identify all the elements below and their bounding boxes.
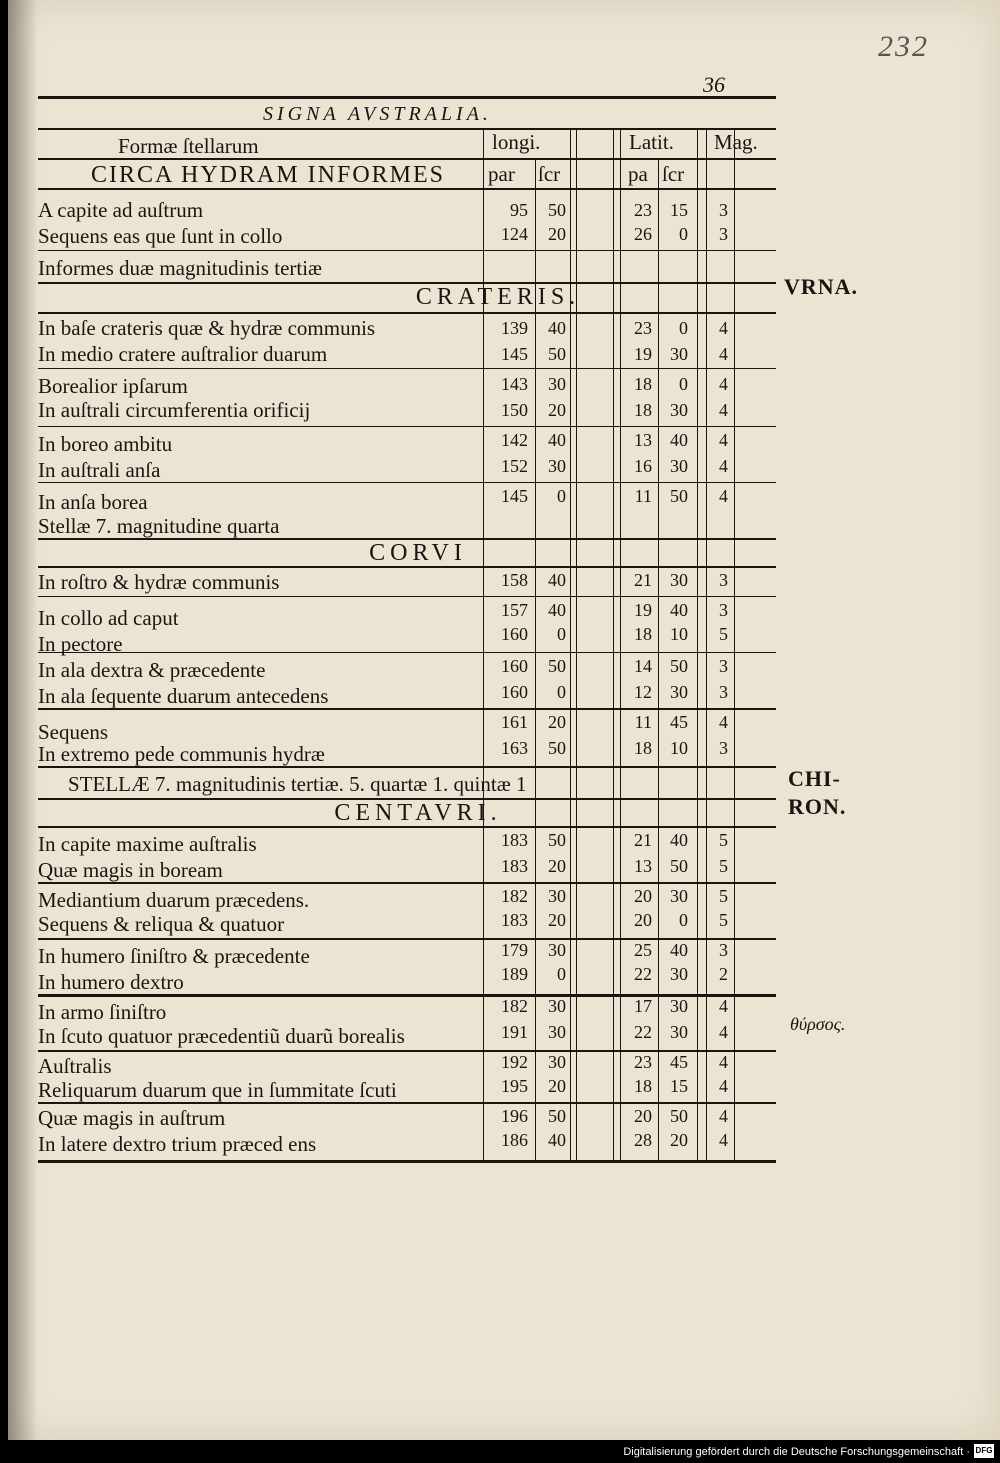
cell-mag: 4 bbox=[719, 712, 728, 732]
cell-lat-scr: 40 bbox=[670, 600, 688, 620]
rule bbox=[38, 826, 776, 828]
row-label: A capite ad auſtrum bbox=[38, 198, 204, 222]
cell-long-par: 145 bbox=[501, 486, 528, 506]
row-label: In baſe crateris quæ & hydræ communis bbox=[38, 316, 376, 340]
cell-long-scr: 20 bbox=[548, 712, 566, 732]
cell-long-par: 189 bbox=[501, 964, 528, 984]
cell-lat-par: 19 bbox=[634, 600, 652, 620]
header-latit: Latit. bbox=[629, 130, 674, 154]
cell-lat-par: 21 bbox=[634, 830, 652, 850]
rule bbox=[38, 1160, 776, 1163]
header-scr: ſcr bbox=[538, 162, 561, 186]
cell-long-scr: 20 bbox=[548, 1076, 566, 1096]
cell-lat-scr: 30 bbox=[670, 456, 688, 476]
cell-mag: 4 bbox=[719, 456, 728, 476]
cell-long-par: 145 bbox=[501, 344, 528, 364]
summary-line: Informes duæ magnitudinis tertiæ bbox=[38, 256, 323, 280]
row-label: Sequens & reliqua & quatuor bbox=[38, 912, 285, 936]
header-longi: longi. bbox=[492, 130, 541, 154]
row-label: In latere dextro trium præced ens bbox=[38, 1132, 317, 1156]
margin-note-chiron-1: CHI- bbox=[788, 766, 841, 791]
rule bbox=[38, 368, 776, 369]
cell-lat-par: 13 bbox=[634, 856, 652, 876]
page-number: 36 bbox=[703, 72, 725, 97]
cell-long-scr: 30 bbox=[548, 886, 566, 906]
section-title-corvus: CORVI bbox=[369, 540, 467, 566]
cell-long-scr: 30 bbox=[548, 940, 566, 960]
margin-note-chiron-2: RON. bbox=[788, 794, 847, 819]
cell-long-scr: 0 bbox=[557, 964, 566, 984]
rule bbox=[38, 188, 776, 190]
cell-lat-scr: 50 bbox=[670, 1106, 688, 1126]
cell-lat-par: 26 bbox=[634, 224, 652, 244]
row-label: Sequens eas que ſunt in collo bbox=[38, 224, 283, 248]
header-par: par bbox=[488, 162, 515, 186]
cell-mag: 5 bbox=[719, 624, 728, 644]
cell-long-scr: 50 bbox=[548, 344, 566, 364]
row-label: In pectore bbox=[38, 632, 123, 656]
cell-long-scr: 20 bbox=[548, 856, 566, 876]
rule bbox=[38, 482, 776, 483]
cell-mag: 5 bbox=[719, 910, 728, 930]
cell-long-scr: 50 bbox=[548, 830, 566, 850]
cell-lat-scr: 50 bbox=[670, 856, 688, 876]
row-label: In ſcuto quatuor præcedentiũ duarũ borealis bbox=[38, 1024, 405, 1048]
cell-lat-scr: 45 bbox=[670, 712, 688, 732]
cell-mag: 4 bbox=[719, 318, 728, 338]
cell-long-par: 182 bbox=[501, 996, 528, 1016]
row-label: In humero dextro bbox=[38, 970, 184, 994]
cell-long-par: 139 bbox=[501, 318, 528, 338]
cell-mag: 4 bbox=[719, 1106, 728, 1126]
cell-long-scr: 40 bbox=[548, 570, 566, 590]
summary-line: STELLÆ 7. magnitudinis tertiæ. 5. quartæ 1. quintæ 1 bbox=[68, 772, 527, 796]
cell-long-par: 160 bbox=[501, 656, 528, 676]
cell-long-scr: 30 bbox=[548, 374, 566, 394]
cell-lat-par: 28 bbox=[634, 1130, 652, 1150]
cell-mag: 3 bbox=[719, 940, 728, 960]
cell-mag: 4 bbox=[719, 1076, 728, 1096]
row-label: In capite maxime auſtralis bbox=[38, 832, 257, 856]
cell-long-scr: 40 bbox=[548, 1130, 566, 1150]
section-title-hydra: CIRCA HYDRAM INFORMES bbox=[90, 162, 446, 188]
header-scr2: ſcr bbox=[662, 162, 685, 186]
cell-lat-par: 13 bbox=[634, 430, 652, 450]
cell-long-scr: 30 bbox=[548, 1022, 566, 1042]
row-label: In collo ad caput bbox=[38, 606, 179, 630]
cell-long-par: 163 bbox=[501, 738, 528, 758]
cell-long-par: 182 bbox=[501, 886, 528, 906]
cell-lat-scr: 30 bbox=[670, 570, 688, 590]
row-label: Quæ magis in boream bbox=[38, 858, 223, 882]
cell-long-par: 158 bbox=[501, 570, 528, 590]
cell-lat-par: 18 bbox=[634, 738, 652, 758]
rule bbox=[38, 312, 776, 314]
gutter-shadow bbox=[8, 0, 38, 1440]
cell-lat-par: 19 bbox=[634, 344, 652, 364]
cell-long-par: 143 bbox=[501, 374, 528, 394]
cell-lat-par: 17 bbox=[634, 996, 652, 1016]
row-label: In extremo pede communis hydræ bbox=[38, 742, 325, 766]
cell-lat-par: 20 bbox=[634, 910, 652, 930]
cell-lat-scr: 0 bbox=[679, 910, 688, 930]
cell-lat-scr: 0 bbox=[679, 374, 688, 394]
cell-lat-par: 23 bbox=[634, 200, 652, 220]
cell-lat-scr: 20 bbox=[670, 1130, 688, 1150]
rule bbox=[38, 596, 776, 597]
cell-lat-par: 18 bbox=[634, 624, 652, 644]
cell-long-scr: 0 bbox=[557, 624, 566, 644]
margin-note-greek: θύρσος. bbox=[790, 1014, 846, 1034]
cell-lat-par: 18 bbox=[634, 1076, 652, 1096]
cell-lat-par: 22 bbox=[634, 964, 652, 984]
cell-lat-par: 18 bbox=[634, 374, 652, 394]
cell-long-par: 152 bbox=[501, 456, 528, 476]
cell-long-scr: 50 bbox=[548, 656, 566, 676]
row-label: In auſtrali anſa bbox=[38, 458, 161, 482]
cell-long-par: 161 bbox=[501, 712, 528, 732]
cell-mag: 4 bbox=[719, 996, 728, 1016]
cell-long-par: 142 bbox=[501, 430, 528, 450]
cell-lat-scr: 40 bbox=[670, 430, 688, 450]
rule bbox=[38, 708, 776, 710]
cell-lat-scr: 30 bbox=[670, 886, 688, 906]
cell-long-par: 179 bbox=[501, 940, 528, 960]
row-label: In humero ſiniſtro & præcedente bbox=[38, 944, 310, 968]
cell-mag: 3 bbox=[719, 570, 728, 590]
cell-long-par: 124 bbox=[501, 224, 528, 244]
footer-credit: Digitalisierung gefördert durch die Deutsche Forschungsgemeinschaft · bbox=[623, 1446, 970, 1458]
cell-lat-par: 20 bbox=[634, 1106, 652, 1126]
cell-mag: 3 bbox=[719, 682, 728, 702]
row-label: Mediantium duarum præcedens. bbox=[38, 888, 310, 912]
row-label: In auſtrali circumferentia orificij bbox=[38, 398, 311, 422]
header-pa: pa bbox=[628, 162, 648, 186]
cell-long-par: 196 bbox=[501, 1106, 528, 1126]
cell-lat-scr: 45 bbox=[670, 1052, 688, 1072]
cell-long-par: 183 bbox=[501, 830, 528, 850]
row-label: Borealior ipſarum bbox=[38, 374, 188, 398]
cell-mag: 3 bbox=[719, 200, 728, 220]
row-label: Quæ magis in auſtrum bbox=[38, 1106, 226, 1130]
cell-lat-scr: 10 bbox=[670, 624, 688, 644]
cell-long-par: 191 bbox=[501, 1022, 528, 1042]
row-label: Reliquarum duarum que in ſummitate ſcuti bbox=[38, 1078, 397, 1102]
section-title-centaur: CENTAVRI. bbox=[334, 800, 502, 826]
cell-long-scr: 40 bbox=[548, 600, 566, 620]
cell-lat-scr: 30 bbox=[670, 344, 688, 364]
cell-mag: 2 bbox=[719, 964, 728, 984]
cell-long-scr: 30 bbox=[548, 456, 566, 476]
pencil-folio-number: 232 bbox=[878, 30, 929, 63]
cell-lat-par: 21 bbox=[634, 570, 652, 590]
cell-long-par: 195 bbox=[501, 1076, 528, 1096]
rule bbox=[38, 566, 776, 568]
cell-long-scr: 40 bbox=[548, 318, 566, 338]
header-forma: Formæ ſtellarum bbox=[118, 134, 259, 158]
cell-lat-scr: 50 bbox=[670, 656, 688, 676]
cell-lat-par: 23 bbox=[634, 318, 652, 338]
rule bbox=[38, 652, 776, 653]
cell-mag: 4 bbox=[719, 430, 728, 450]
cell-long-par: 183 bbox=[501, 910, 528, 930]
row-label: In ala dextra & præcedente bbox=[38, 658, 266, 682]
book-page bbox=[8, 0, 1000, 1440]
cell-lat-scr: 10 bbox=[670, 738, 688, 758]
rule bbox=[38, 96, 776, 99]
cell-mag: 3 bbox=[719, 738, 728, 758]
cell-long-scr: 30 bbox=[548, 1052, 566, 1072]
cell-long-scr: 40 bbox=[548, 430, 566, 450]
cell-long-par: 160 bbox=[501, 624, 528, 644]
cell-lat-scr: 0 bbox=[679, 224, 688, 244]
cell-lat-par: 23 bbox=[634, 1052, 652, 1072]
rule bbox=[38, 426, 776, 427]
cell-lat-par: 18 bbox=[634, 400, 652, 420]
cell-long-par: 192 bbox=[501, 1052, 528, 1072]
cell-mag: 4 bbox=[719, 1052, 728, 1072]
cell-long-scr: 50 bbox=[548, 200, 566, 220]
cell-lat-scr: 30 bbox=[670, 996, 688, 1016]
cell-mag: 3 bbox=[719, 600, 728, 620]
row-label: Sequens bbox=[38, 720, 108, 744]
cell-long-scr: 20 bbox=[548, 910, 566, 930]
rule bbox=[38, 250, 776, 251]
cell-lat-par: 22 bbox=[634, 1022, 652, 1042]
row-label: In medio cratere auſtralior duarum bbox=[38, 342, 328, 366]
cell-lat-par: 11 bbox=[634, 712, 652, 732]
cell-long-scr: 20 bbox=[548, 224, 566, 244]
rule bbox=[38, 766, 776, 768]
cell-long-scr: 20 bbox=[548, 400, 566, 420]
cell-mag: 3 bbox=[719, 224, 728, 244]
cell-long-par: 183 bbox=[501, 856, 528, 876]
cell-mag: 4 bbox=[719, 486, 728, 506]
cell-long-par: 150 bbox=[501, 400, 528, 420]
cell-long-scr: 0 bbox=[557, 682, 566, 702]
cell-lat-scr: 30 bbox=[670, 964, 688, 984]
cell-lat-par: 25 bbox=[634, 940, 652, 960]
summary-line: Stellæ 7. magnitudine quarta bbox=[38, 514, 280, 538]
margin-note-urna: VRNA. bbox=[784, 274, 859, 299]
cell-long-par: 157 bbox=[501, 600, 528, 620]
cell-mag: 5 bbox=[719, 830, 728, 850]
rule bbox=[38, 882, 776, 884]
cell-lat-scr: 30 bbox=[670, 1022, 688, 1042]
cell-lat-par: 12 bbox=[634, 682, 652, 702]
cell-long-scr: 30 bbox=[548, 996, 566, 1016]
rule bbox=[38, 1102, 776, 1104]
row-label: In boreo ambitu bbox=[38, 432, 173, 456]
cell-long-scr: 50 bbox=[548, 1106, 566, 1126]
cell-lat-scr: 50 bbox=[670, 486, 688, 506]
cell-mag: 4 bbox=[719, 1130, 728, 1150]
cell-lat-par: 11 bbox=[634, 486, 652, 506]
cell-lat-scr: 40 bbox=[670, 940, 688, 960]
cell-long-scr: 0 bbox=[557, 486, 566, 506]
cell-lat-par: 14 bbox=[634, 656, 652, 676]
cell-mag: 5 bbox=[719, 856, 728, 876]
cell-lat-par: 16 bbox=[634, 456, 652, 476]
cell-long-par: 186 bbox=[501, 1130, 528, 1150]
cell-mag: 4 bbox=[719, 400, 728, 420]
cell-long-par: 160 bbox=[501, 682, 528, 702]
header-mag: Mag. bbox=[714, 130, 758, 154]
cell-mag: 3 bbox=[719, 656, 728, 676]
running-head: SIGNA AVSTRALIA. bbox=[263, 103, 492, 125]
cell-lat-par: 20 bbox=[634, 886, 652, 906]
row-label: In armo ſiniſtro bbox=[38, 1000, 167, 1024]
cell-lat-scr: 30 bbox=[670, 400, 688, 420]
cell-lat-scr: 0 bbox=[679, 318, 688, 338]
cell-long-par: 95 bbox=[510, 200, 528, 220]
cell-lat-scr: 15 bbox=[670, 1076, 688, 1096]
cell-mag: 4 bbox=[719, 1022, 728, 1042]
cell-lat-scr: 15 bbox=[670, 200, 688, 220]
cell-lat-scr: 40 bbox=[670, 830, 688, 850]
row-label: In ala ſequente duarum antecedens bbox=[38, 684, 329, 708]
cell-mag: 4 bbox=[719, 344, 728, 364]
row-label: Auſtralis bbox=[38, 1054, 112, 1078]
row-label: In anſa borea bbox=[38, 490, 148, 514]
cell-long-scr: 50 bbox=[548, 738, 566, 758]
cell-lat-scr: 30 bbox=[670, 682, 688, 702]
dfg-logo: DFG bbox=[974, 1444, 994, 1458]
rule bbox=[38, 158, 776, 160]
cell-mag: 4 bbox=[719, 374, 728, 394]
section-title-crater: CRATERIS. bbox=[415, 284, 581, 310]
cell-mag: 5 bbox=[719, 886, 728, 906]
row-label: In roſtro & hydræ communis bbox=[38, 570, 280, 594]
